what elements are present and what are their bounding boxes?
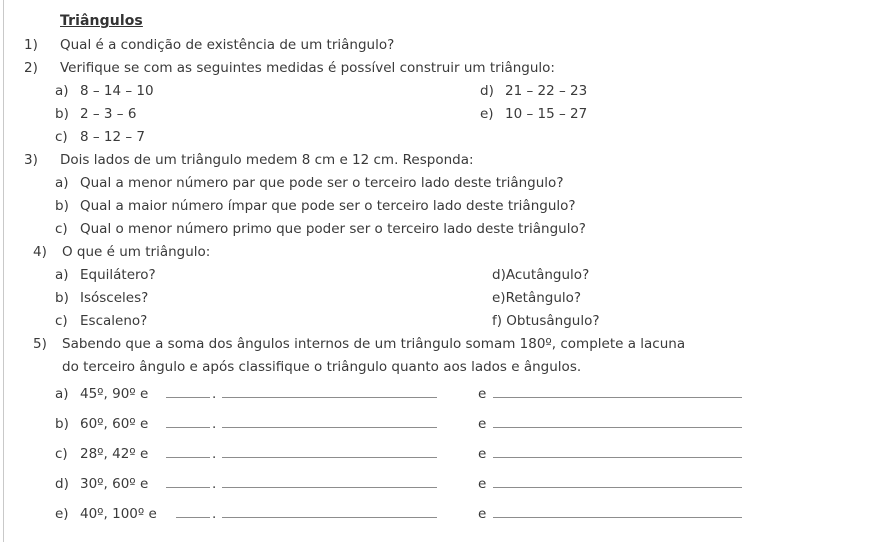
question-2-item-b-row <box>0 103 881 126</box>
question-4-row <box>0 241 881 264</box>
question-5-text-line-2: do terceiro ângulo e após classifique o triângulo quanto aos lados e ângulos. <box>62 359 582 375</box>
question-5-item-e-row <box>0 499 881 529</box>
question-5-marker: 5) <box>33 336 47 352</box>
question-5-text-line-1: Sabendo que a soma dos ângulos internos de um triângulo somam 180º, complete a lacuna <box>62 336 686 352</box>
question-5-item-e-angles: 40º, 100º e <box>80 506 157 522</box>
question-5-item-e-sides-blank[interactable] <box>222 498 437 518</box>
question-5-item-c-angles: 28º, 42º e <box>80 446 149 462</box>
question-5-item-a-period: . <box>212 386 217 402</box>
question-5-item-a-row <box>0 379 881 409</box>
question-5-item-e-marker: e) <box>55 506 69 522</box>
question-2-item-a-marker: a) <box>55 83 69 99</box>
question-1-marker: 1) <box>24 37 38 53</box>
question-5-item-a-angles-class-blank[interactable] <box>493 378 742 398</box>
question-5-item-a-angle-blank[interactable] <box>166 378 210 398</box>
question-4-item-a-text: Equilátero? <box>80 267 156 283</box>
question-5-item-b-sides-blank[interactable] <box>222 408 437 428</box>
question-4-item-e-label: e)Retângulo? <box>492 290 582 306</box>
question-3-item-b-marker: b) <box>55 198 69 214</box>
question-3-item-c-marker: c) <box>55 221 68 237</box>
question-3-text: Dois lados de um triângulo medem 8 cm e 12 cm. Responda: <box>60 152 474 168</box>
question-5-item-c-sides-blank[interactable] <box>222 438 437 458</box>
question-5-item-b-angles-class-blank[interactable] <box>493 408 742 428</box>
question-5-item-c-angles-class-blank[interactable] <box>493 438 742 458</box>
question-2-text: Verifique se com as seguintes medidas é possível construir um triângulo: <box>60 60 555 76</box>
question-5-item-d-row <box>0 469 881 499</box>
question-2-item-a-text: 8 – 14 – 10 <box>80 83 154 99</box>
question-2-item-d-marker: d) <box>480 83 494 99</box>
question-3-item-b-row <box>0 195 881 218</box>
question-3-item-c-row <box>0 218 881 241</box>
question-5-row <box>0 333 881 356</box>
question-5-item-b-marker: b) <box>55 416 69 432</box>
question-4-item-a-marker: a) <box>55 267 69 283</box>
question-3-item-c-text: Qual o menor número primo que poder ser o terceiro lado deste triângulo? <box>80 221 586 237</box>
question-2-row <box>0 57 881 80</box>
question-3-item-a-text: Qual a menor número par que pode ser o terceiro lado deste triângulo? <box>80 175 564 191</box>
question-5-item-d-conjunction: e <box>478 476 487 492</box>
question-5-item-c-angle-blank[interactable] <box>166 438 210 458</box>
question-4-item-c-row <box>0 310 881 333</box>
question-4-item-d-label: d)Acutângulo? <box>492 267 590 283</box>
question-5-item-d-angles-class-blank[interactable] <box>493 468 742 488</box>
question-5-item-e-conjunction: e <box>478 506 487 522</box>
question-2-item-d-text: 21 – 22 – 23 <box>505 83 588 99</box>
question-5-item-b-angle-blank[interactable] <box>166 408 210 428</box>
question-2-item-c-row <box>0 126 881 149</box>
question-4-item-b-text: Isósceles? <box>80 290 149 306</box>
question-5-item-c-row <box>0 439 881 469</box>
question-2-item-b-text: 2 – 3 – 6 <box>80 106 137 122</box>
question-1-row <box>0 34 881 57</box>
question-4-item-a-row <box>0 264 881 287</box>
question-2-item-b-marker: b) <box>55 106 69 122</box>
question-1-text: Qual é a condição de existência de um triângulo? <box>60 37 395 53</box>
question-5-item-a-angles: 45º, 90º e <box>80 386 149 402</box>
question-4-item-b-row <box>0 287 881 310</box>
question-2-item-e-text: 10 – 15 – 27 <box>505 106 588 122</box>
page-title: Triângulos <box>60 13 143 29</box>
question-5-item-b-angles: 60º, 60º e <box>80 416 149 432</box>
question-5-row-continued <box>0 356 881 379</box>
question-5-item-c-marker: c) <box>55 446 68 462</box>
question-5-item-c-period: . <box>212 446 217 462</box>
question-5-item-d-angle-blank[interactable] <box>166 468 210 488</box>
question-5-item-a-sides-blank[interactable] <box>222 378 437 398</box>
question-5-item-c-conjunction: e <box>478 446 487 462</box>
question-5-item-e-period: . <box>212 506 217 522</box>
question-5-item-a-marker: a) <box>55 386 69 402</box>
question-5-item-d-angles: 30º, 60º e <box>80 476 149 492</box>
question-5-item-d-marker: d) <box>55 476 69 492</box>
question-5-item-d-period: . <box>212 476 217 492</box>
question-4-item-f-label: f) Obtusângulo? <box>492 313 600 329</box>
question-4-item-c-text: Escaleno? <box>80 313 148 329</box>
question-3-item-a-row <box>0 172 881 195</box>
question-2-item-e-marker: e) <box>480 106 494 122</box>
question-5-item-d-sides-blank[interactable] <box>222 468 437 488</box>
question-3-row <box>0 149 881 172</box>
question-3-item-a-marker: a) <box>55 175 69 191</box>
question-5-item-b-row <box>0 409 881 439</box>
question-4-text: O que é um triângulo: <box>62 244 211 260</box>
question-5-item-b-period: . <box>212 416 217 432</box>
question-2-item-c-marker: c) <box>55 129 68 145</box>
question-5-item-b-conjunction: e <box>478 416 487 432</box>
question-4-marker: 4) <box>33 244 47 260</box>
question-2-marker: 2) <box>24 60 38 76</box>
title-row <box>0 8 881 34</box>
question-5-item-e-angle-blank[interactable] <box>176 498 210 518</box>
question-3-item-b-text: Qual a maior número ímpar que pode ser o terceiro lado deste triângulo? <box>80 198 576 214</box>
question-4-item-c-marker: c) <box>55 313 68 329</box>
question-2-item-a-row <box>0 80 881 103</box>
question-4-item-b-marker: b) <box>55 290 69 306</box>
question-5-item-e-angles-class-blank[interactable] <box>493 498 742 518</box>
question-3-marker: 3) <box>24 152 38 168</box>
question-2-item-c-text: 8 – 12 – 7 <box>80 129 146 145</box>
question-5-item-a-conjunction: e <box>478 386 487 402</box>
